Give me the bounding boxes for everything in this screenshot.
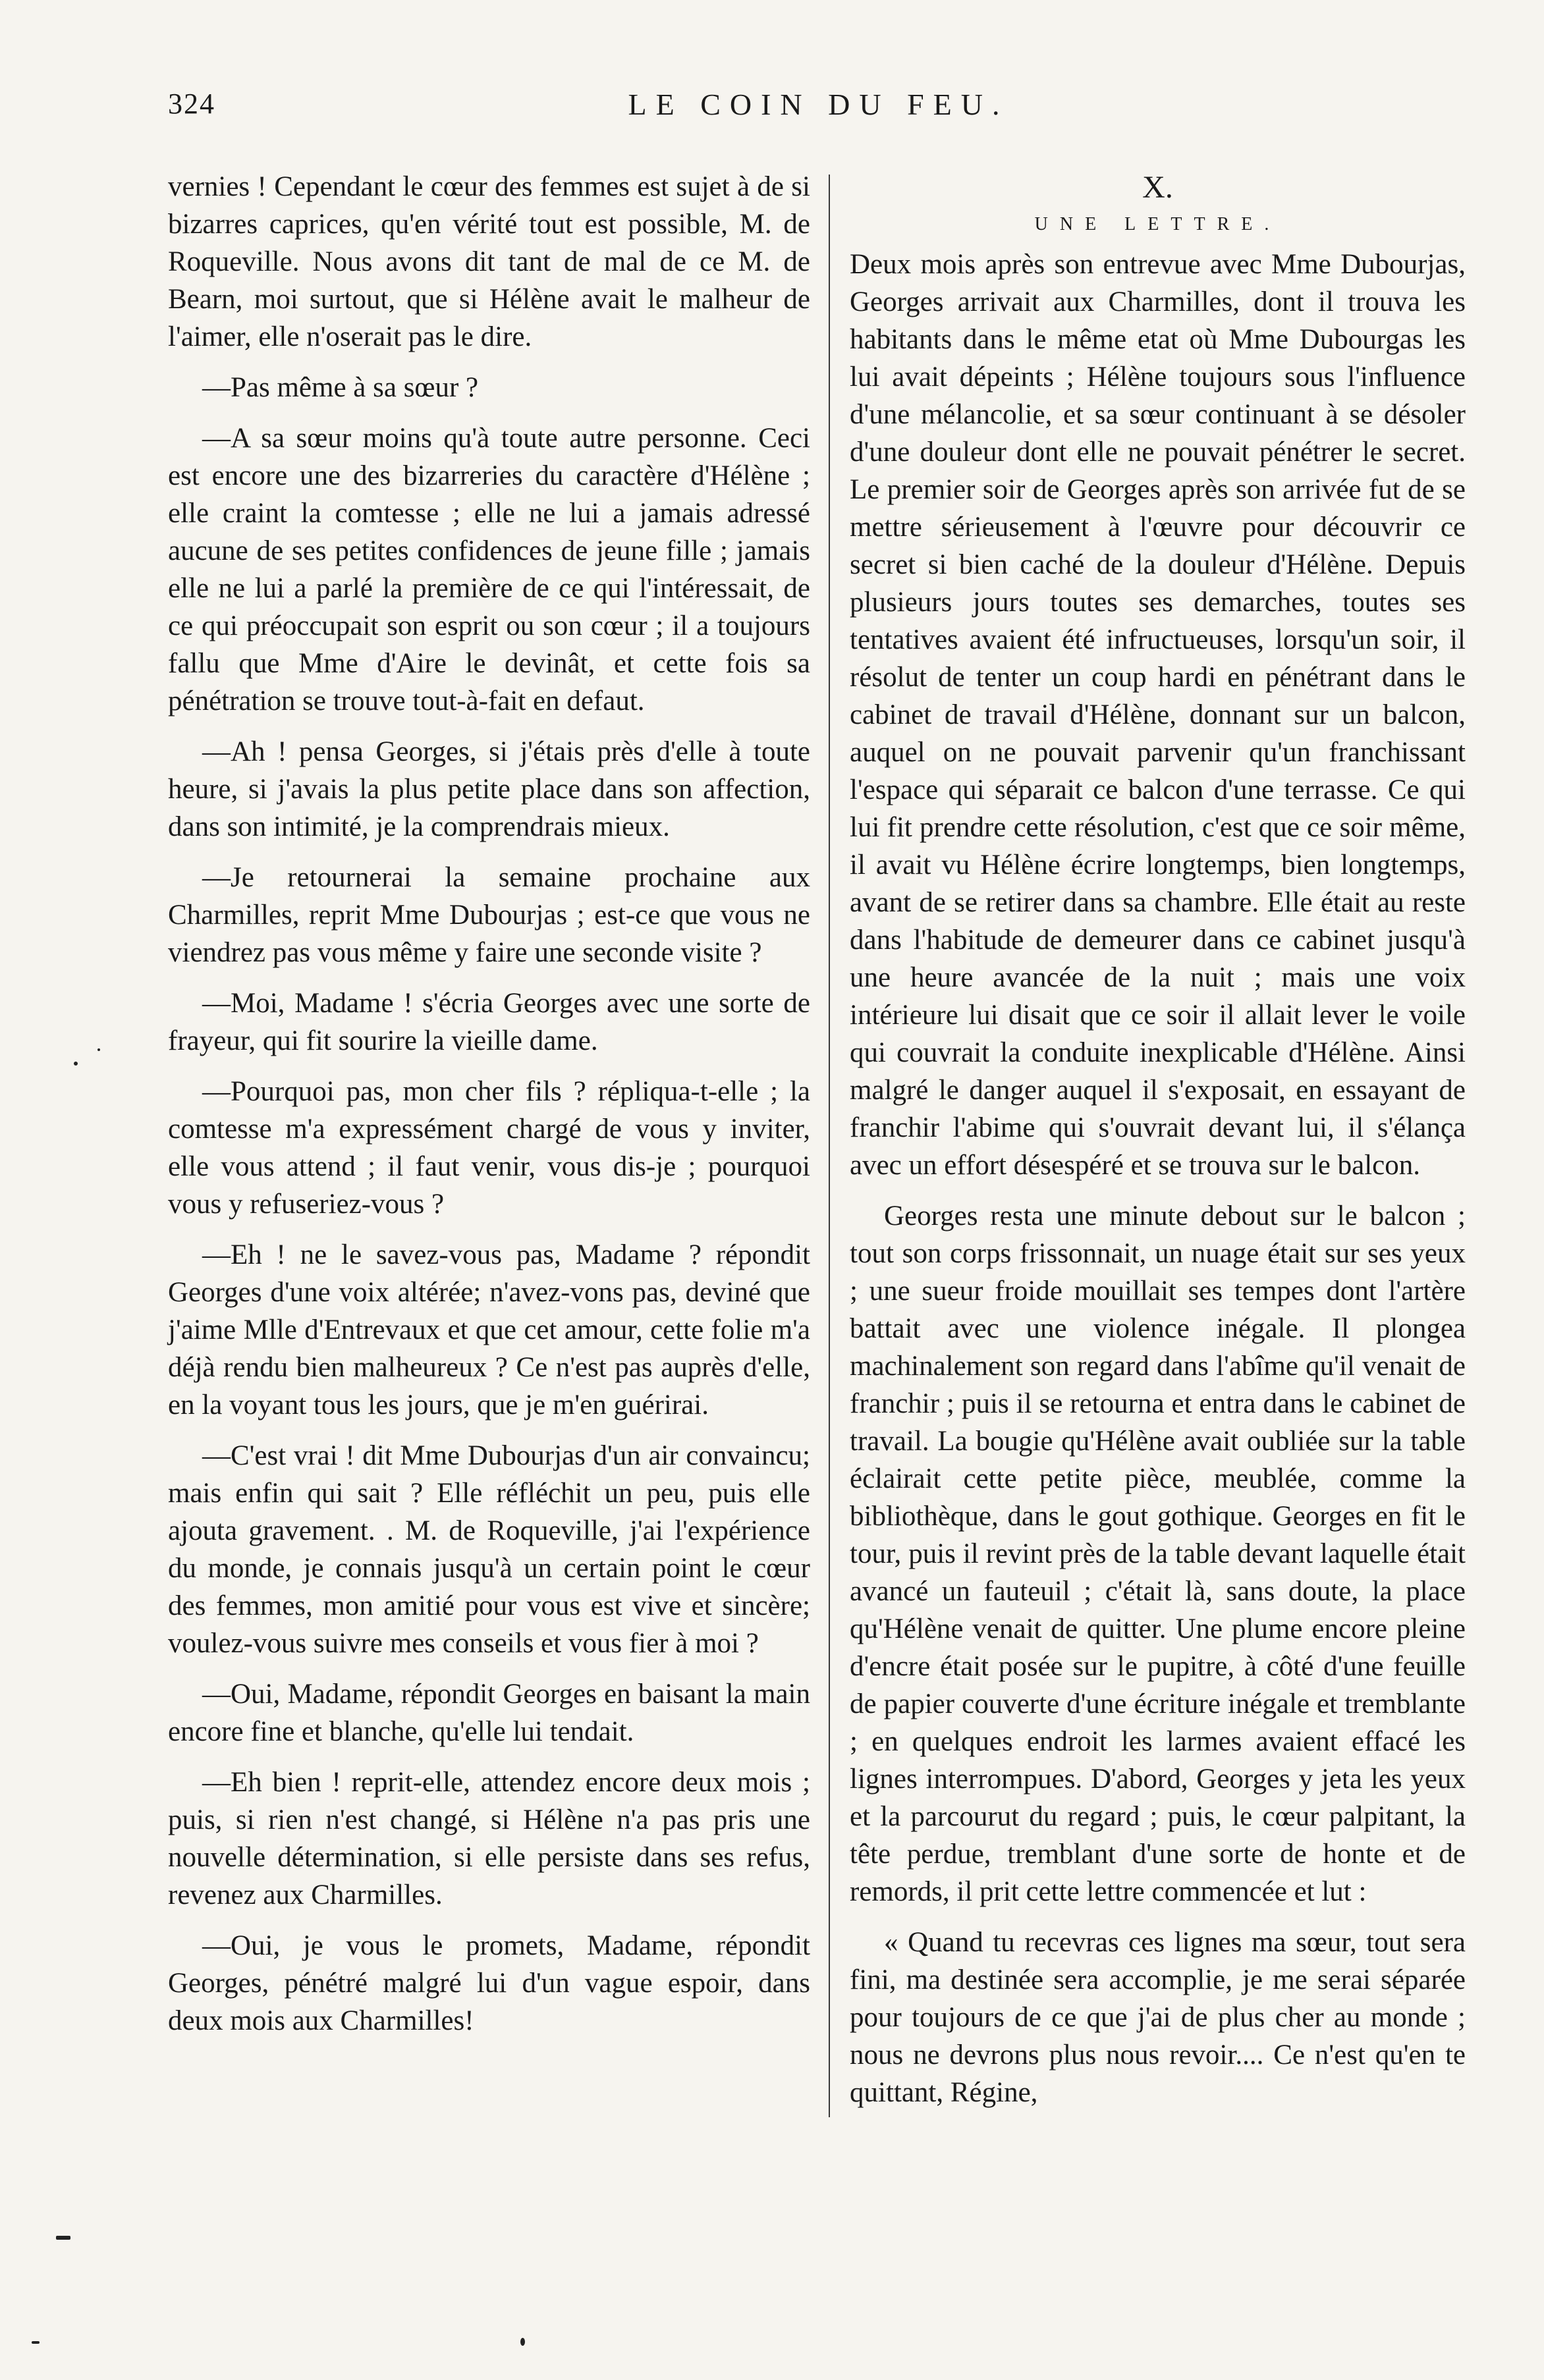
paragraph: Georges resta une minute debout sur le balcon ; tout son corps frissonnait, un nuage était sur ses yeux ; une sueur froide mouillait ses tempes dont l'artère battait avec une violence inégale. Il plongea machinalement son regard dans l'abîme qu'il venait de franchir ; puis il se retourna et entra dans le cabinet de travail. La bougie qu'Hélène avait oubliée sur la table éclairait cette petite pièce, meublée, comme la bibliothèque, dans le gout gothique. Georges en fit le tour, puis il revint près de la table devant laquelle était avancé un fauteuil ; c'était là, sans doute, la place qu'Hélène venait de quitter. Une plume encore pleine d'encre était posée sur le pupitre, à côté d'une feuille de papier couverte d'une écriture inégale et tremblante ; en quelques endroit les larmes avaient effacé les lignes interrompues. D'abord, Georges y jeta les yeux et la parcourut du regard ; puis, le cœur palpitant, la tête perdue, tremblant d'une sorte de honte et de remords, il prit cette lettre commencée et lut : — [850, 1201, 1466, 1907]
paragraph: —Pourquoi pas, mon cher fils ? répliqua-t-elle ; la comtesse m'a expressément chargé de vous y inviter, elle vous attend ; il faut venir, vous dis-je ; pourquoi vous y refuseriez-vous ? — [168, 1076, 810, 1220]
column-divider — [829, 175, 830, 2117]
page-header — [168, 87, 1469, 126]
paragraph: vernies ! Cependant le cœur des femmes est sujet à de si bizarres caprices, qu'en vérité tout est possible, M. de Roqueville. Nous avons dit tant de mal de ce M. de Bearn, moi surtout, que si Hélène avait le malheur de l'aimer, elle n'oserait pas le dire. — [168, 171, 810, 352]
paragraph: « Quand tu recevras ces lignes ma sœur, tout sera fini, ma destinée sera accomplie, je me serai séparée pour toujours de ce que j'ai de plus cher au monde ; nous ne devrons plus nous revoir.... Ce n'est qu'en te quittant, Régine, — [850, 1927, 1466, 2108]
paragraph: —Eh ! ne le savez-vous pas, Madame ? répondit Georges d'une voix altérée; n'avez-vons pas, deviné que j'aime Mlle d'Entrevaux et que cet amour, cette folie m'a déjà rendu bien malheureux ? Ce n'est pas auprès d'elle, en la voyant tous les jours, que je m'en guérirai. — [168, 1239, 810, 1420]
paragraph: Deux mois après son entrevue avec Mme Dubourjas, Georges arrivait aux Charmilles, dont il trouva les habitants dans le même etat où Mme Dubourgas les lui avait dépeints ; Hélène toujours sous l'influence d'une mélancolie, et sa sœur continuant à se désoler d'une douleur dont elle ne pouvait pénétrer le secret. Le premier soir de Georges après son arrivée fut de se mettre sérieusement à l'œuvre pour découvrir ce secret si bien caché de la douleur d'Hélène. Depuis plusieurs jours toutes ses demarches, toutes ses tentatives avaient été infructueuses, lorsqu'un soir, il résolut de tenter un coup hardi en pénétrant dans le cabinet de travail d'Hélène, donnant sur un balcon, auquel on ne pouvait parvenir qu'un franchissant l'espace qui séparait ce balcon d'une terrasse. Ce qui lui fit prendre cette résolution, c'est que ce soir même, il avait vu Hélène écrire longtemps, bien longtemps, avant de se retirer dans sa chambre. Elle était au reste dans l'habitude de demeurer dans ce cabinet jusqu'à une heure avancée de la nuit ; mais une voix intérieure lui disait que ce soir il allait lever le voile qui couvrait la conduite inexplicable d'Hélène. Ainsi malgré le danger auquel il s'exposait, en essayant de franchir l'abime qui s'ouvrait devant lui, il s'élança avec un effort désespéré et se trouva sur le balcon. — [850, 249, 1466, 1181]
left-column — [168, 168, 810, 2053]
paragraph: —Oui, Madame, répondit Georges en baisant la main encore fine et blanche, qu'elle lui tendait. — [168, 1679, 810, 1747]
paragraph: —Pas même à sa sœur ? — [202, 372, 479, 403]
chapter-number: X. — [1142, 170, 1173, 205]
paragraph: —C'est vrai ! dit Mme Dubourjas d'un air convaincu; mais enfin qui sait ? Elle réfléchit un peu, puis elle ajouta gravement. . M. de Roqueville, j'ai l'expérience du monde, je connais jusqu'à un certain point le cœur des femmes, mon amitié pour vous est vive et sincère; voulez-vous suivre mes conseils et vous fier à moi ? — [168, 1440, 810, 1659]
page-number: 324 — [168, 88, 215, 120]
paragraph: —Ah ! pensa Georges, si j'étais près d'elle à toute heure, si j'avais la plus petite place dans son affection, dans son intimité, je la comprendrais mieux. — [168, 736, 810, 842]
right-column — [850, 168, 1466, 2124]
running-title: LE COIN DU FEU. — [628, 88, 1009, 121]
paragraph: —Je retournerai la semaine prochaine aux Charmilles, reprit Mme Dubourjas ; est-ce que vous ne viendrez pas vous même y faire une seconde visite ? — [168, 862, 810, 968]
paragraph: —Oui, je vous le promets, Madame, répondit Georges, pénétré malgré lui d'un vague espoir, dans deux mois aux Charmilles! — [168, 1930, 810, 2036]
paragraph: —Moi, Madame ! s'écria Georges avec une sorte de frayeur, qui fit sourire la vieille dame. — [168, 988, 810, 1056]
paragraph: —A sa sœur moins qu'à toute autre personne. Ceci est encore une des bizarreries du caractère d'Hélène ; elle craint la comtesse ; elle ne lui a jamais adressé aucune de ses petites confidences de jeune fille ; jamais elle ne lui a parlé la première de ce qui l'intéressait, de ce qui préoccupait son esprit ou son cœur ; il a toujours fallu que Mme d'Aire le devinât, et cette fois sa pénétration se trouve tout-à-fait en defaut. — [168, 423, 810, 717]
paragraph: —Eh bien ! reprit-elle, attendez encore deux mois ; puis, si rien n'est changé, si Hélène n'a pas pris une nouvelle détermination, si elle persiste dans ses refus, revenez aux Charmilles. — [168, 1767, 810, 1910]
chapter-title: UNE LETTRE. — [1034, 214, 1281, 234]
right-column-body — [850, 246, 1466, 2111]
